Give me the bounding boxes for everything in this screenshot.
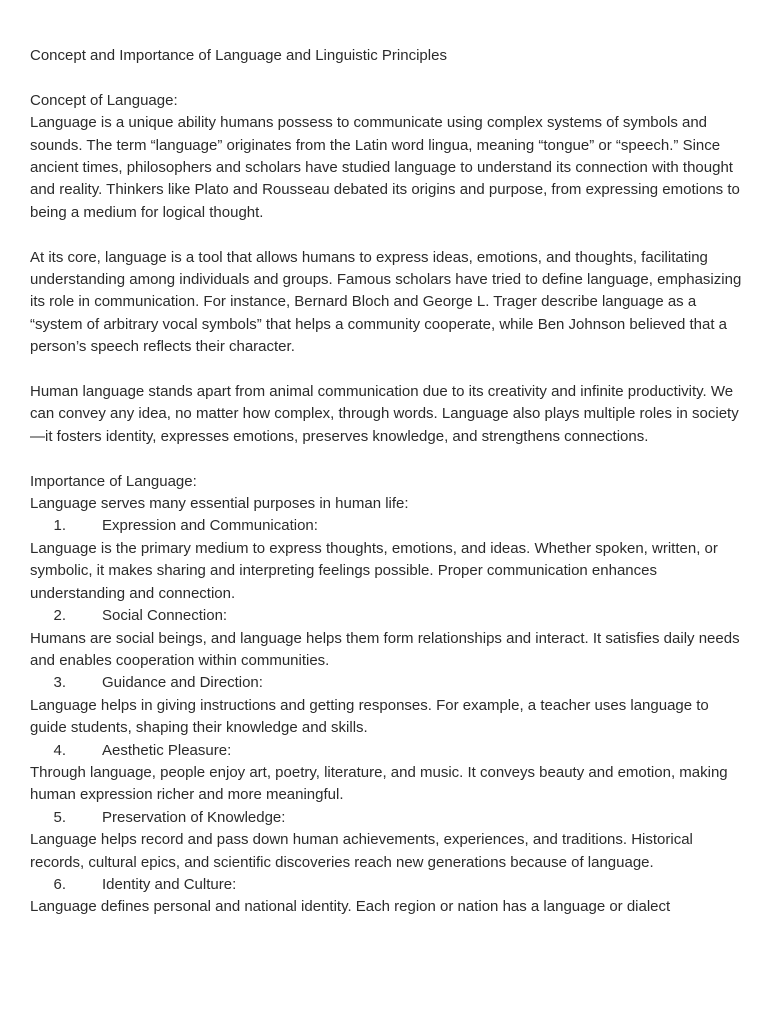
importance-intro: Language serves many essential purposes in human life: [30, 495, 409, 513]
list-item-text: Language helps record and pass down human achievements, experiences, and traditions. Historical records, cultural epics, and scientific discoveries reach new generations because of language. [30, 831, 693, 871]
list-item-text: Language is the primary medium to express thoughts, emotions, and ideas. Whether spoken, written, or symbolic, it makes sharing and interpreting feelings possible. Proper communication enhances understanding and connection. [30, 539, 718, 602]
list-item-label: Expression and Communication: [102, 517, 318, 535]
list-item-header [30, 605, 744, 627]
list-item-header [30, 740, 744, 762]
concept-heading: Concept of Language: [30, 91, 178, 109]
list-item-label: Identity and Culture: [102, 875, 237, 893]
document-title: Concept and Importance of Language and Linguistic Principles [30, 47, 447, 64]
list-item-text: Through language, people enjoy art, poetry, literature, and music. It conveys beauty and emotion, making human expression richer and more meaningful. [30, 763, 728, 804]
spacer [30, 67, 744, 89]
list-item-number: 2. [53, 607, 66, 625]
spacer [30, 448, 744, 470]
list-item-number: 4. [53, 741, 66, 759]
list-item-number: 1. [53, 517, 66, 535]
concept-paragraph-3: Human language stands apart from animal communication due to its creativity and infinite productivity. We can convey any idea, no matter how complex, through words. Language also plays multiple roles in society—it fosters identity, expresses emotions, preserves knowledge, and strengthens connections. [30, 383, 739, 445]
importance-heading: Importance of Language: [30, 472, 197, 490]
list-item-number: 3. [53, 674, 66, 692]
list-item-text: Humans are social beings, and language helps them form relationships and interact. It satisfies daily needs and enables cooperation within communities. [30, 629, 740, 669]
list-item-label: Aesthetic Pleasure: [102, 741, 232, 759]
list-item-text: Language defines personal and national identity. Each region or nation has a language or dialect [30, 898, 671, 916]
list-item-header [30, 515, 744, 537]
concept-paragraph-2: At its core, language is a tool that allows humans to express ideas, emotions, and thoughts, facilitating understanding among individuals and groups. Famous scholars have tried to define language, emphasizing its role in communication. For instance, Bernard Bloch and George L. Trager describe language as a “system of arbitrary vocal symbols” that helps a community cooperate, while Ben Johnson believed that a person’s speech reflects their character. [30, 248, 742, 356]
list-item-text: Language helps in giving instructions and getting responses. For example, a teacher uses language to guide students, shaping their knowledge and skills. [30, 696, 709, 737]
list-item-header [30, 874, 744, 896]
list-item-number: 5. [53, 808, 66, 826]
spacer [30, 224, 744, 246]
list-item-label: Social Connection: [102, 607, 228, 625]
list-item-header [30, 672, 744, 694]
list-item-header [30, 807, 744, 829]
list-item-label: Preservation of Knowledge: [102, 808, 286, 826]
concept-paragraph-1: Language is a unique ability humans possess to communicate using complex systems of symbols and sounds. The term “language” originates from the Latin word lingua, meaning “tongue” or “speech.” Since ancient times, philosophers and scholars have studied language to understand its connection with thought and reality. Thinkers like Plato and Rousseau debated its origins and purpose, from expressing emotions to being a medium for logical thought. [30, 114, 740, 221]
list-item-label: Guidance and Direction: [102, 674, 263, 692]
spacer [30, 359, 744, 381]
list-item-number: 6. [53, 875, 66, 893]
